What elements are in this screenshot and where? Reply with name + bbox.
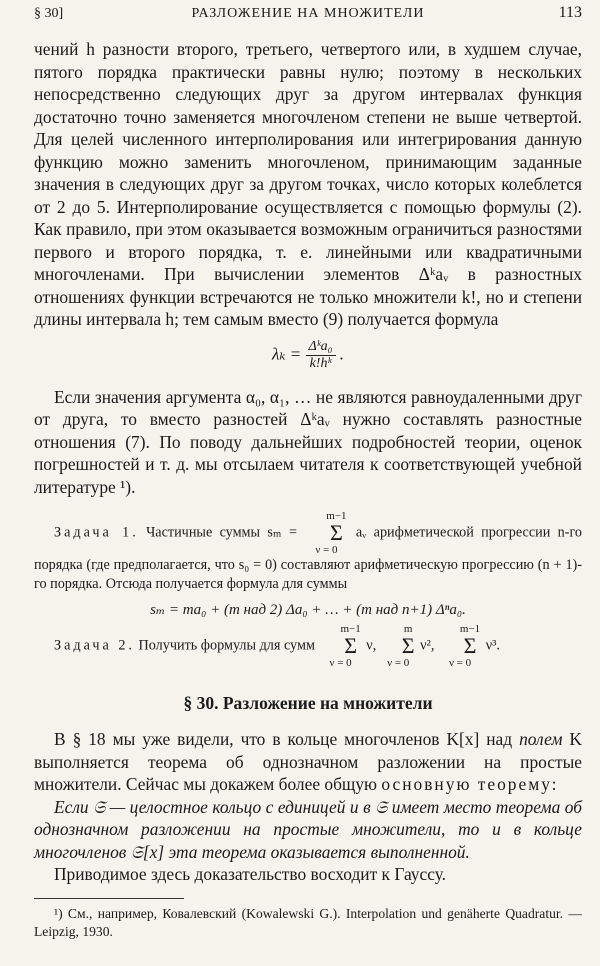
task-2-sum-1-bottom: ν = 0 [329,657,352,669]
page-number: 113 [558,4,582,21]
task-2-sum-1 [320,623,360,669]
formula-lambda-numerator: Δᵏa₀ [306,339,336,356]
task-2-text: Получить формулы для сумм [138,637,315,654]
formula-lambda-lhs: λₖ = [271,343,302,363]
task-2-sum-2-top: m [403,623,413,635]
theorem-statement: Если 𝔖 — целостное кольцо с единицей и в 𝔖 имеет место теорема об однозначном разложении на простые множители, то и в кольце многочленов 𝔖[x] эта теорема оказывается выполненной. [34,796,582,862]
task-2-sum-1-term: ν, [366,637,377,654]
header-running-title: РАЗЛОЖЕНИЕ НА МНОЖИТЕЛИ [191,6,425,21]
task-1-label: Задача 1. [54,524,139,541]
paragraph-interpolation: чений h разности второго, третьего, четвертого или, в худшем случае, пятого порядка практически равны нулю; поэтому в нескольких непосредственно следующих друг за другом интервалах функция достаточно точно заменяется многочленом степени не выше четвертой. Для целей численного интерполирования или интегрирования данную функцию можно заменить многочленом, принимающим заданные значения в следующих друг за другом точках, число которых колеблется от 2 до 5. Интерполирование осуществляется с помощью формулы (2). Как правило, при этом оказывается возможным ограничиться разностями первого и второго порядка, т. е. линейными или квадратичными многочленами. При вычислении элементов Δᵏaᵥ в разностных отношениях функции встречаются не только множители k!, но и степени длины интервала h; тем самым вместо (9) получается формула [34,39,582,329]
footnote-divider [34,898,184,899]
formula-lambda-fraction [306,339,336,372]
task-2-sum-2-term: ν², [420,637,435,654]
sigma-icon: Σ [401,633,415,658]
paragraph-factorization-intro [34,728,582,796]
sigma-icon: Σ [344,633,357,658]
task-1-sum-top: m−1 [326,510,347,522]
task-2-sum-3-top: m−1 [459,623,481,635]
running-header [34,4,582,26]
sigma-icon: Σ [463,633,477,658]
task-2-sum-3-bottom: ν = 0 [448,657,472,669]
sigma-icon: Σ [330,520,343,545]
formula-lambda [34,339,582,372]
task-2-sum-1-top: m−1 [340,623,361,635]
task-1 [34,510,582,594]
paragraph-gauss: Приводимое здесь доказательство восходит к Гауссу. [54,864,446,884]
paragraph-factorization-main-theorem: основную теорему: [381,774,559,794]
task-2-sum-2 [382,623,415,669]
paragraph-factorization-part-c: K выполняется теорема об однозначном разложении на простые множители. Сейчас мы докажем более общую [34,729,582,794]
task-1-formula: sₘ = ma₀ + (m над 2) Δa₀ + … + (m над n+1) Δⁿa₀. [150,602,466,618]
formula-lambda-tail: . [339,343,345,363]
task-2 [34,623,582,669]
header-section-ref: § 30] [34,6,64,21]
task-2-sum-2-bottom: ν = 0 [387,657,410,669]
section-title: § 30. Разложение на множители [183,693,433,713]
task-2-sum-3-term: ν³. [485,637,500,654]
task-2-label: Задача 2. [54,637,135,654]
task-1-sum-bottom: ν = 0 [315,544,338,556]
task-2-sum-3 [440,623,480,669]
paragraph-factorization-part-a: В § 18 мы уже видели, что в кольце многочленов K[x] над [54,729,513,749]
paragraph-factorization-field-word: полем [519,729,563,749]
paragraph-non-equidistant: Если значения аргумента α₀, α₁, … не являются равноудаленными друг от друга, то вместо разностей Δᵏaᵥ нужно составлять разностные отношения (7). По поводу дальнейших подробностей теории, оценок погрешностей и т. д. мы отсылаем читателя к соответствующей учебной литературе ¹). [34,386,582,497]
page-body [34,38,582,941]
task-1-text-a: Частичные суммы sₘ = [146,524,297,541]
task-1-text-b: aᵥ арифметической прогрессии n-го порядка (где предполагается, что s₀ = 0) составляют арифметическую прогрессию (n + 1)-го порядка. Отсюда получается формула для суммы [34,524,582,592]
task-1-summation [306,510,346,556]
footnote: ¹) См., например, Ковалевский (Kowalewski G.). Interpolation und genäherte Quadratur. — Leipzig, 1930. [34,905,582,939]
formula-lambda-denominator: k!hᵏ [309,355,332,371]
